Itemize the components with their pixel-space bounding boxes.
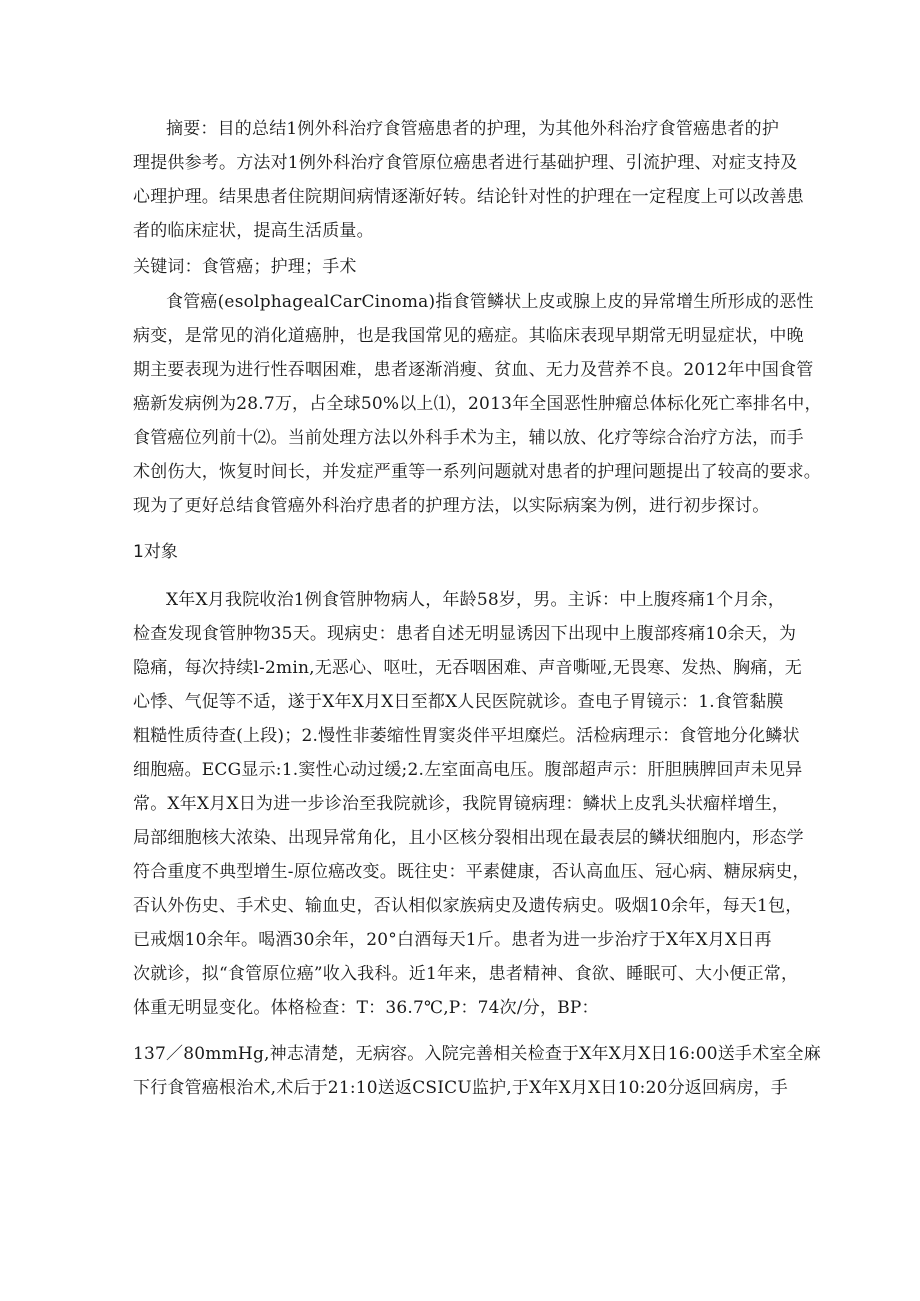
section-line: 检查发现食管肿物35天。现病史：患者自述无明显诱因下出现中上腹部疼痛10余天，为 [133, 624, 797, 644]
intro-line: 病变，是常见的消化道癌肿，也是我国常见的癌症。其临床表现早期常无明显症状，中晚 [133, 326, 804, 346]
abstract-line: 者的临床症状，提高生活质量。 [133, 221, 374, 241]
section-line: 心悸、气促等不适，遂于X年X月X日至都X人民医院就诊。查电子胃镜示：1.食管黏膜 [133, 692, 784, 712]
intro-line: 食管癌(esolphagealCarCinoma)指食管鳞状上皮或腺上皮的异常增生所形成的恶性 [166, 292, 814, 312]
keywords-line: 关键词：食管癌；护理；手术 [133, 257, 357, 277]
abstract-line: 理提供参考。方法对1例外科治疗食管原位癌患者进行基础护理、引流护理、对症支持及 [133, 153, 798, 173]
section-line: 下行食管癌根治术,术后于21:10送返CSICU监护,于X年X月X日10:20分返回病房，手 [133, 1078, 788, 1098]
section-line: 否认外伤史、手术史、输血史，否认相似家族病史及遗传病史。吸烟10余年，每天1包， [133, 896, 803, 916]
abstract-line: 心理护理。结果患者住院期间病情逐渐好转。结论针对性的护理在一定程度上可以改善患 [133, 187, 804, 207]
section-line: 粗糙性质待查(上段)；2.慢性非萎缩性胃窦炎伴平坦糜烂。活检病理示：食管地分化鳞状 [133, 726, 800, 746]
intro-line: 癌新发病例为28.7万，占全球50%以上⑴，2013年全国恶性肿瘤总体标化死亡率排名中， [133, 394, 822, 414]
section-line: 次就诊，拟“食管原位癌”收入我科。近1年来，患者精神、食欲、睡眠可、大小便正常， [133, 964, 799, 984]
section-line: 体重无明显变化。体格检查：T：36.7℃,P：74次/分，BP： [133, 998, 599, 1018]
intro-line: 术创伤大，恢复时间长，并发症严重等一系列问题就对患者的护理问题提出了较高的要求。 [133, 462, 821, 482]
intro-line: 现为了更好总结食管癌外科治疗患者的护理方法，以实际病案为例，进行初步探讨。 [133, 496, 770, 516]
intro-line: 食管癌位列前十⑵。当前处理方法以外科手术为主，辅以放、化疗等综合治疗方法，而手 [133, 428, 804, 448]
section-line: 符合重度不典型增生-原位癌改变。既往史：平素健康，否认高血压、冠心病、糖尿病史， [133, 862, 810, 882]
section-line: 局部细胞核大浓染、出现异常角化，且小区核分裂相出现在最表层的鳞状细胞内，形态学 [133, 828, 804, 848]
section-line: 137／80mmHg,神志清楚，无病容。入院完善相关检查于X年X月X日16:00送手术室全麻 [133, 1044, 821, 1064]
section-line: 细胞癌。ECG显示:1.窦性心动过缓;2.左室面高电压。腹部超声示：肝胆胰脾回声未见异 [133, 760, 803, 780]
section-line: 已戒烟10余年。喝酒30余年，20°白酒每天1斤。患者为进一步治疗于X年X月X日再 [133, 930, 772, 950]
section-line: 隐痛，每次持续l-2min,无恶心、呕吐，无吞咽困难、声音嘶哑,无畏寒、发热、胸痛，无 [133, 658, 802, 678]
abstract-line: 摘要：目的总结1例外科治疗食管癌患者的护理，为其他外科治疗食管癌患者的护 [166, 119, 780, 139]
section-heading: 1对象 [133, 542, 178, 562]
section-line: 常。X年X月X日为进一步诊治至我院就诊，我院胃镜病理：鳞状上皮乳头状瘤样增生， [133, 794, 790, 814]
intro-line: 期主要表现为进行性吞咽困难，患者逐渐消瘦、贫血、无力及营养不良。2012年中国食管 [133, 360, 814, 380]
section-line: X年X月我院收治1例食管肿物病人，年龄58岁，男。主诉：中上腹疼痛1个月余， [166, 590, 786, 610]
